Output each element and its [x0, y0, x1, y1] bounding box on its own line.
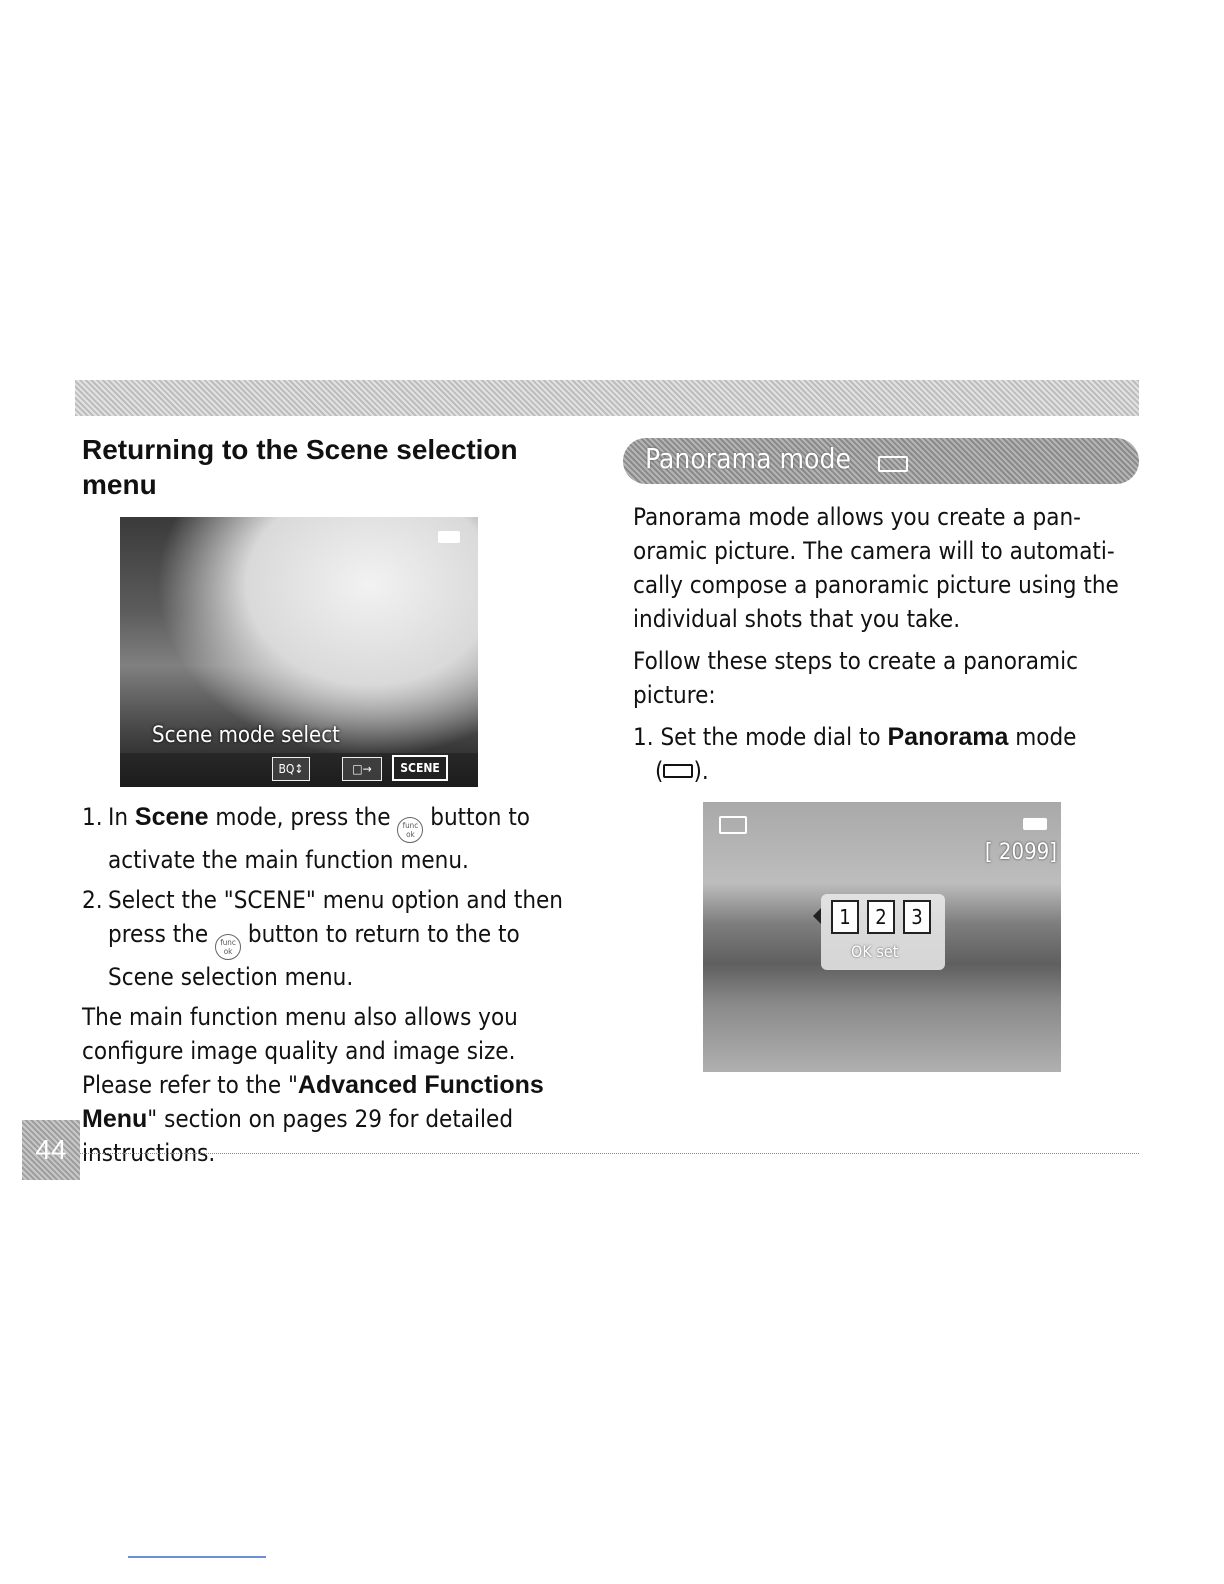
paragraph-text: The main function menu also allows you configure image quality and image size. Please refer to the ": [82, 1003, 518, 1099]
ok-icon-label: ok: [406, 830, 415, 839]
shot-box-2: 2: [867, 900, 895, 934]
quality-menu-item: BQ↕: [272, 757, 310, 781]
shot-box-3: 3: [903, 900, 931, 934]
step-number: 2.: [82, 886, 103, 914]
footer-rule: [80, 1153, 1139, 1154]
step-text: ).: [693, 757, 709, 785]
follow-paragraph: Follow these steps to create a panoramic picture:: [633, 647, 1078, 709]
step-text: button to activate the main function menu.: [108, 803, 530, 874]
func-ok-button-icon: [215, 934, 241, 960]
step-text: mode, press the: [208, 803, 398, 831]
step-2: [82, 883, 582, 994]
step-bold-text: Panorama: [887, 723, 1009, 751]
ok-set-label: OK set: [851, 942, 899, 961]
step-1: [82, 800, 582, 877]
intro-paragraph: Panorama mode allows you create a pan-oramic picture. The camera will to automati-cally compose a panoramic picture using the individual shots that you take.: [633, 503, 1119, 633]
panorama-icon: [878, 456, 908, 472]
step-number: 1.: [633, 723, 654, 751]
step-text: button to return to the to Scene selection menu.: [108, 920, 520, 991]
step-text: Set the mode dial to: [660, 723, 888, 751]
step-1: [633, 720, 1133, 754]
banner-title: Panorama mode: [645, 442, 851, 475]
step-text: (: [655, 757, 664, 785]
info-paragraph: [82, 1000, 582, 1170]
panorama-mode-icon: [719, 816, 747, 834]
left-steps: [82, 800, 582, 1170]
func-icon-label: func: [220, 938, 236, 947]
step-bold-text: Scene: [134, 803, 209, 831]
paragraph-bold-text: Advanced Functions Menu: [82, 1071, 544, 1133]
func-ok-button-icon: [397, 817, 423, 843]
camera-screen-panorama: [703, 802, 1061, 1072]
battery-icon: [1023, 818, 1047, 830]
function-menu-bar: [120, 753, 478, 787]
size-menu-item: □→: [342, 757, 382, 781]
panorama-icon: [663, 764, 693, 778]
page-number: 44: [22, 1120, 80, 1180]
scene-menu-item: SCENE: [392, 755, 448, 781]
camera-screen-scene-menu: [120, 517, 478, 787]
func-icon-label: func: [402, 821, 419, 830]
footer-line: [128, 1556, 266, 1558]
step-1-continued: [633, 754, 1133, 788]
battery-icon: [438, 531, 460, 543]
header-band: [75, 380, 1139, 416]
step-text: Select the "SCENE" menu option and then press the: [108, 886, 563, 948]
scene-mode-select-label: Scene mode select: [152, 723, 340, 748]
right-text: [633, 500, 1133, 796]
arrow-left-icon: [813, 908, 821, 924]
paragraph-text: " section on pages 29 for detailed instructions.: [82, 1105, 514, 1167]
shots-remaining: [ 2099]: [984, 840, 1057, 865]
section-heading: Returning to the Scene selection menu: [82, 434, 518, 500]
shot-box-1: 1: [831, 900, 859, 934]
ok-icon-label: ok: [223, 947, 233, 956]
section-banner: [623, 438, 1139, 484]
step-text: mode: [1008, 723, 1077, 751]
panorama-direction-dialog: [821, 894, 945, 970]
step-text: In: [108, 803, 135, 831]
step-number: 1.: [82, 803, 103, 831]
